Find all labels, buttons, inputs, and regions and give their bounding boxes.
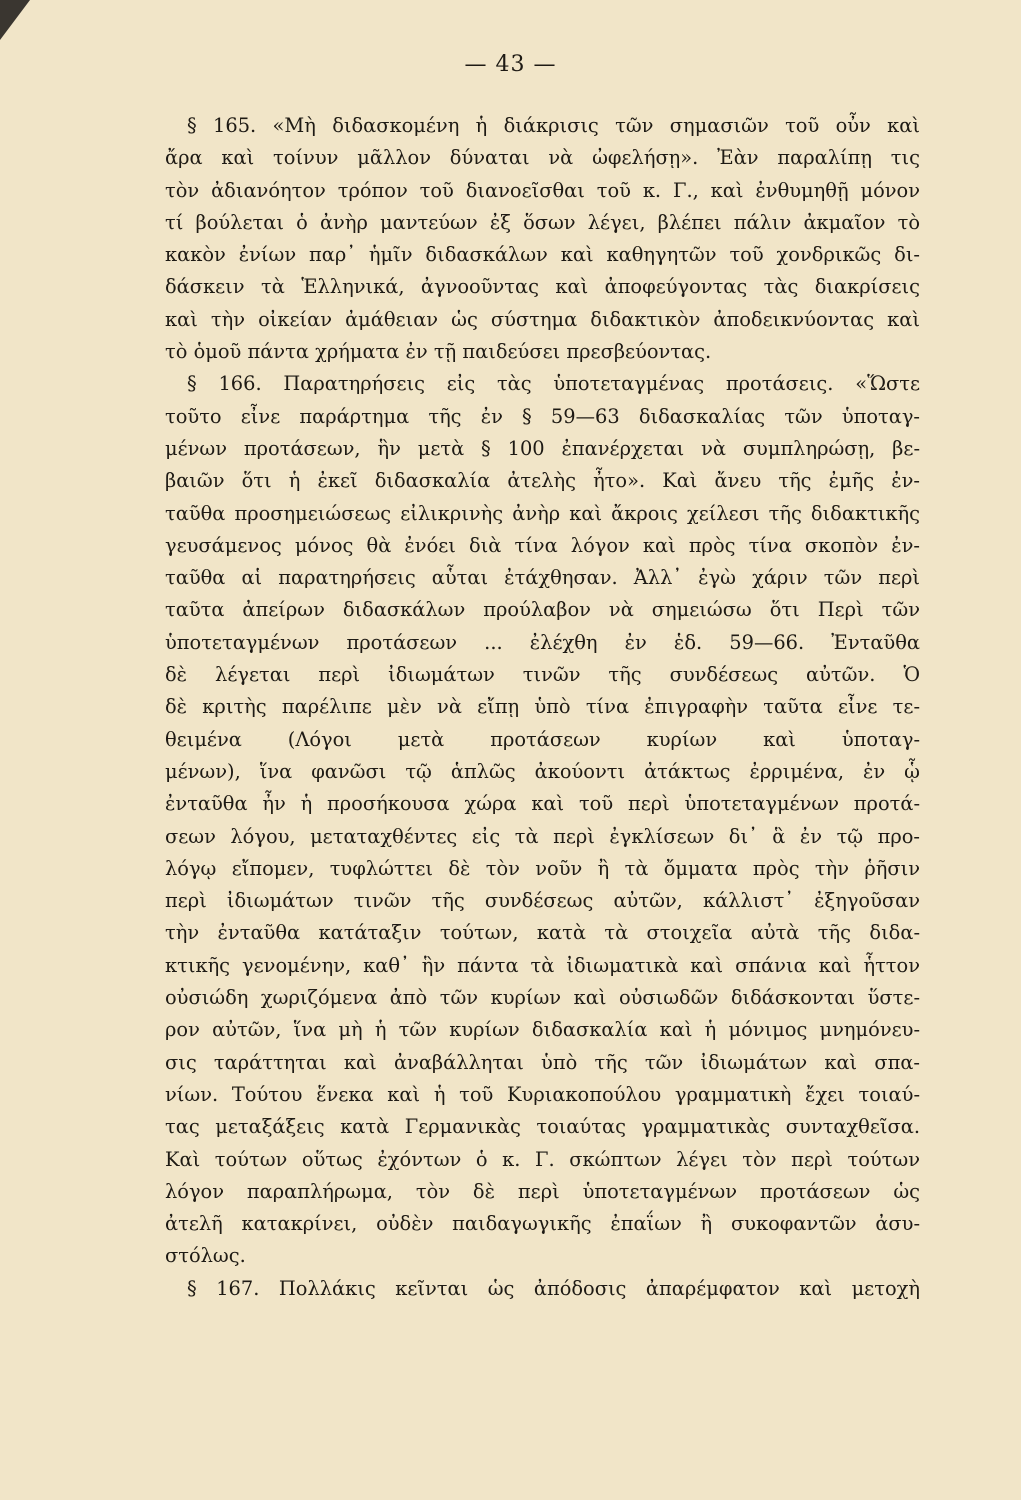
text-line: τας μεταξάξεις κατὰ Γερμανικὰς τοιαύτας γραμματικὰς συνταχθεῖσα. xyxy=(165,1115,920,1139)
text-line: δὲ κριτὴς παρέλιπε μὲν νὰ εἴπῃ ὑπὸ τίνα ἐπιγραφὴν ταῦτα εἶνε τε- xyxy=(165,695,920,719)
text-line: σις ταράττηται καὶ ἀναβάλληται ὑπὸ τῆς τῶν ἰδιωμάτων καὶ σπα- xyxy=(165,1050,920,1074)
page-number: — 43 — xyxy=(464,52,557,77)
text-line: ἀτελῆ κατακρίνει, οὐδὲν παιδαγωγικῆς ἐπαΐων ἢ συκοφαντῶν ἀσυ- xyxy=(165,1212,920,1236)
text-line: στόλως. xyxy=(165,1244,246,1268)
text-line: βαιῶν ὅτι ἡ ἐκεῖ διδασκαλία ἀτελὴς ἦτο». Καὶ ἄνευ τῆς ἐμῆς ἐν- xyxy=(165,469,920,493)
text-line: δάσκειν τὰ Ἑλληνικά, ἀγνοοῦντας καὶ ἀποφεύγοντας τὰς διακρίσεις xyxy=(165,275,920,299)
text-line: τὴν ἐνταῦθα κατάταξιν τούτων, κατὰ τὰ στοιχεῖα αὐτὰ τῆς διδα- xyxy=(165,921,920,945)
text-line: καὶ τὴν οἰκείαν ἀμάθειαν ὡς σύστημα διδακτικὸν ἀποδεικνύοντας καὶ xyxy=(165,307,920,331)
text-line: κτικῆς γενομένην, καθ᾽ ἣν πάντα τὰ ἰδιωματικὰ καὶ σπάνια καὶ ἧττον xyxy=(165,953,920,977)
text-line: ταῦθα προσημειώσεως εἰλικρινὴς ἀνὴρ καὶ ἄκροις χείλεσι τῆς διδακτικῆς xyxy=(165,501,920,525)
text-line: ταῦτα ἀπείρων διδασκάλων προύλαβον νὰ σημειώσω ὅτι Περὶ τῶν xyxy=(165,598,920,622)
text-line: τὸ ὁμοῦ πάντα χρήματα ἐν τῇ παιδεύσει πρεσβεύοντας. xyxy=(165,340,712,364)
text-line: κακὸν ἐνίων παρ᾽ ἡμῖν διδασκάλων καὶ καθηγητῶν τοῦ χονδρικῶς δι- xyxy=(165,243,920,267)
text-line: § 166. Παρατηρήσεις εἰς τὰς ὑποτεταγμένας προτάσεις. «Ὥστε xyxy=(187,372,920,396)
text-line: τί βούλεται ὁ ἀνὴρ μαντεύων ἐξ ὅσων λέγει, βλέπει πάλιν ἀκμαῖον τὸ xyxy=(165,210,920,234)
text-line: § 167. Πολλάκις κεῖνται ὡς ἀπόδοσις ἀπαρέμφατον καὶ μετοχὴ xyxy=(187,1276,920,1300)
text-line: λόγῳ εἴπομεν, τυφλώττει δὲ τὸν νοῦν ἢ τὰ ὄμματα πρὸς τὴν ῥῆσιν xyxy=(165,856,920,880)
text-line: Καὶ τούτων οὕτως ἐχόντων ὁ κ. Γ. σκώπτων λέγει τὸν περὶ τούτων xyxy=(165,1147,920,1171)
text-line: ρον αὐτῶν, ἵνα μὴ ἡ τῶν κυρίων διδασκαλία καὶ ἡ μόνιμος μνημόνευ- xyxy=(165,1018,920,1042)
text-line: οὐσιώδη χωριζόμενα ἀπὸ τῶν κυρίων καὶ οὐσιωδῶν διδάσκονται ὕστε- xyxy=(165,986,920,1010)
text-line: θειμένα (Λόγοι μετὰ προτάσεων κυρίων καὶ ὑποταγ- xyxy=(165,727,920,751)
text-line: ἐνταῦθα ἦν ἡ προσήκουσα χώρα καὶ τοῦ περὶ ὑποτεταγμένων προτά- xyxy=(165,792,920,816)
text-line: § 165. «Μὴ διδασκομένη ἡ διάκρισις τῶν σημασιῶν τοῦ οὖν καὶ xyxy=(187,114,920,137)
text-line: περὶ ἰδιωμάτων τινῶν τῆς συνδέσεως αὐτῶν, κάλλιστ᾽ ἐξηγοῦσαν xyxy=(165,889,920,913)
text-line: σεων λόγου, μεταταχθέντες εἰς τὰ περὶ ἐγκλίσεων δι᾽ ἃ ἐν τῷ προ- xyxy=(165,824,920,848)
text-line: μένων), ἵνα φανῶσι τῷ ἁπλῶς ἀκούοντι ἀτάκτως ἐρριμένα, ἐν ᾧ xyxy=(165,759,920,783)
text-line: ταῦθα αἱ παρατηρήσεις αὗται ἐτάχθησαν. Ἀλλ᾽ ἐγὼ χάριν τῶν περὶ xyxy=(165,566,920,590)
text-line: λόγον παραπλήρωμα, τὸν δὲ περὶ ὑποτεταγμένων προτάσεων ὡς xyxy=(165,1179,920,1203)
text-line: γευσάμενος μόνος θὰ ἐνόει διὰ τίνα λόγον καὶ πρὸς τίνα σκοπὸν ἐν- xyxy=(165,533,920,557)
body-text xyxy=(165,110,920,1305)
page-corner-shadow xyxy=(0,0,30,40)
text-line: μένων προτάσεων, ἣν μετὰ § 100 ἐπανέρχεται νὰ συμπληρώσῃ, βε- xyxy=(165,436,920,460)
text-line: δὲ λέγεται περὶ ἰδιωμάτων τινῶν τῆς συνδέσεως αὐτῶν. Ὁ xyxy=(165,663,920,687)
text-line: τοῦτο εἶνε παράρτημα τῆς ἐν § 59—63 διδασκαλίας τῶν ὑποταγ- xyxy=(165,404,920,428)
text-line: ἄρα καὶ τοίνυν μᾶλλον δύναται νὰ ὠφελήσῃ». Ἐὰν παραλίπῃ τις xyxy=(165,146,920,170)
text-line: νίων. Τούτου ἕνεκα καὶ ἡ τοῦ Κυριακοπούλου γραμματικὴ ἔχει τοιαύ- xyxy=(165,1082,920,1106)
text-line: ὑποτεταγμένων προτάσεων ... ἐλέχθη ἐν ἑδ. 59—66. Ἐνταῦθα xyxy=(165,630,920,654)
text-line: τὸν ἀδιανόητον τρόπον τοῦ διανοεῖσθαι τοῦ κ. Γ., καὶ ἐνθυμηθῇ μόνον xyxy=(165,178,920,202)
